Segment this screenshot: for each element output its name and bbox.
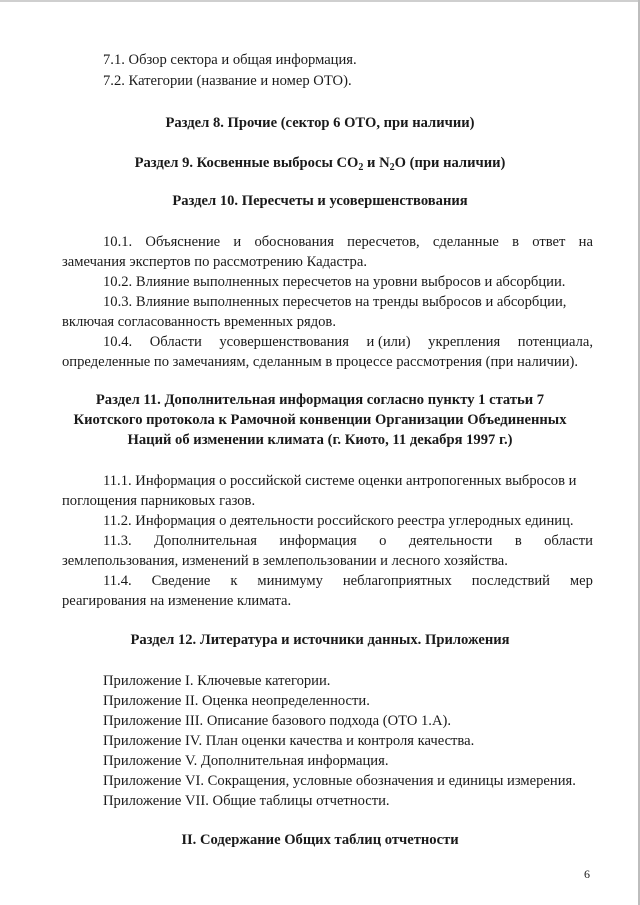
paragraph-11-3-line1: 11.3. Дополнительная информация о деятельности в области: [103, 533, 593, 549]
section-12-heading: Раздел 12. Литература и источники данных. Приложения: [130, 632, 510, 648]
page-number: 6: [584, 867, 590, 881]
paragraph-10-2: 10.2. Влияние выполненных пересчетов на уровни выбросов и абсорбции.: [103, 274, 566, 290]
appendix-item: Приложение II. Оценка неопределенности.: [103, 693, 370, 709]
paragraph-10-1-line2: замечания экспертов по рассмотрению Кадастра.: [62, 254, 367, 270]
paragraph-10-4-line1: 10.4. Области усовершенствования и (или) укрепления потенциала,: [103, 334, 593, 350]
list-item: 7.1. Обзор сектора и общая информация.: [103, 52, 357, 68]
section-11-heading-line1: Раздел 11. Дополнительная информация согласно пункту 1 статьи 7: [95, 392, 545, 408]
list-item: 7.2. Категории (название и номер ОТО).: [103, 73, 352, 89]
section-8-heading: Раздел 8. Прочие (сектор 6 ОТО, при наличии): [165, 115, 475, 131]
appendix-item: Приложение VI. Сокращения, условные обозначения и единицы измерения.: [103, 773, 576, 789]
paragraph-10-1-line1: 10.1. Объяснение и обоснования пересчетов, сделанные в ответ на: [103, 234, 593, 250]
appendix-item: Приложение IV. План оценки качества и контроля качества.: [103, 733, 475, 749]
paragraph-11-4-line1: 11.4. Сведение к минимуму неблагоприятных последствий мер: [103, 573, 593, 589]
section-9-heading: Раздел 9. Косвенные выбросы $CO_2$ и $N_2O$ (при наличии): [134, 155, 506, 173]
paragraph-11-1-line1: 11.1. Информация о российской системе оценки антропогенных выбросов и: [103, 473, 577, 489]
paragraph-11-1-line2: поглощения парниковых газов.: [62, 493, 256, 509]
section-10-heading: Раздел 10. Пересчеты и усовершенствования: [172, 193, 468, 209]
section-11-heading-line2: Киотского протокола к Рамочной конвенции Организации Объединенных: [73, 412, 567, 428]
paragraph-10-3-line1: 10.3. Влияние выполненных пересчетов на тренды выбросов и абсорбции,: [103, 294, 567, 310]
appendix-item: Приложение I. Ключевые категории.: [103, 673, 331, 689]
appendix-item: Приложение V. Дополнительная информация.: [103, 753, 389, 769]
part-2-heading: II. Содержание Общих таблиц отчетности: [181, 832, 459, 848]
paragraph-11-4-line2: реагирования на изменение климата.: [62, 593, 292, 609]
appendix-item: Приложение VII. Общие таблицы отчетности.: [103, 793, 390, 809]
appendix-item: Приложение III. Описание базового подхода (ОТО 1.А).: [103, 713, 452, 729]
paragraph-11-2: 11.2. Информация о деятельности российского реестра углеродных единиц.: [103, 513, 574, 529]
paragraph-10-4-line2: определенные по замечаниям, сделанным в процессе рассмотрения (при наличии).: [62, 354, 579, 370]
scan-edge-top: [0, 0, 640, 2]
paragraph-11-3-line2: землепользования, изменений в землепользовании и лесного хозяйства.: [62, 553, 508, 569]
paragraph-10-3-line2: включая согласованность временных рядов.: [62, 314, 336, 330]
section-11-heading-line3: Наций об изменении климата (г. Киото, 11 декабря 1997 г.): [127, 432, 513, 448]
